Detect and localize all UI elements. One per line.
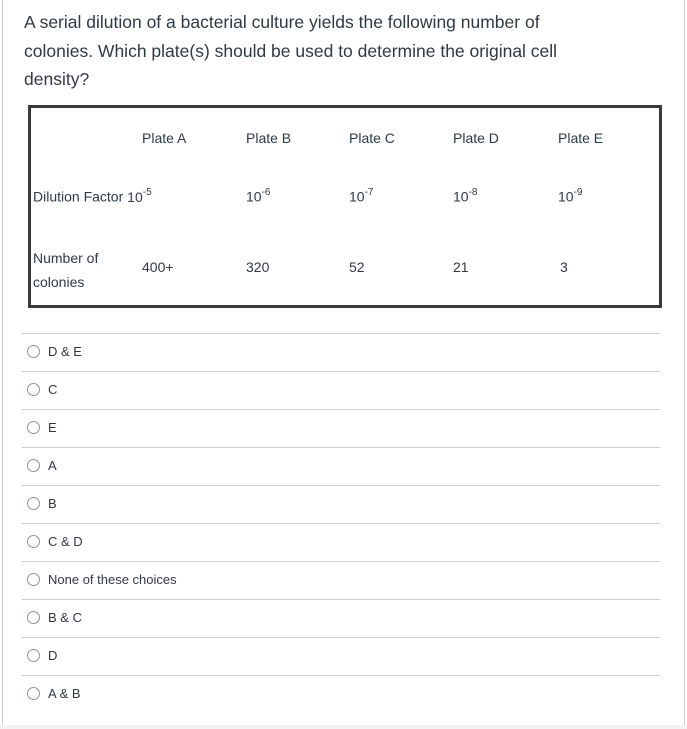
- radio-button[interactable]: [27, 535, 40, 548]
- colonies-plate-e: 3: [560, 259, 568, 275]
- colonies-label-line-2: colonies: [33, 274, 85, 290]
- radio-button[interactable]: [27, 421, 40, 434]
- bottom-divider: [0, 725, 687, 729]
- answer-option-label[interactable]: D: [48, 648, 58, 663]
- radio-button[interactable]: [27, 383, 40, 396]
- header-plate-e: Plate E: [558, 130, 604, 146]
- question-line-2: colonies. Which plate(s) should be used to determine the original cell: [24, 40, 558, 61]
- radio-button[interactable]: [27, 611, 40, 624]
- question-line-1: A serial dilution of a bacterial culture yields the following number of: [24, 12, 540, 32]
- dilution-exponent-b: -6: [261, 187, 271, 198]
- dilution-plate-b: [246, 188, 270, 205]
- question-text: [24, 8, 644, 94]
- answer-option-label[interactable]: C: [48, 382, 58, 397]
- answer-option[interactable]: [22, 448, 660, 486]
- dilution-plate-e: [558, 188, 582, 205]
- question-line-3: density?: [24, 69, 90, 89]
- dilution-exponent-d: -8: [468, 187, 478, 198]
- answer-option[interactable]: [22, 676, 660, 713]
- radio-button[interactable]: [27, 573, 40, 586]
- colonies-plate-a: 400+: [142, 259, 174, 275]
- dilution-base: 10: [349, 188, 365, 205]
- dilution-base: 10: [127, 188, 143, 205]
- answer-option-label[interactable]: None of these choices: [48, 572, 177, 587]
- answer-option[interactable]: [22, 524, 660, 562]
- radio-button[interactable]: [27, 687, 40, 700]
- colonies-label: [33, 246, 98, 294]
- colonies-plate-b: 320: [246, 259, 270, 275]
- dilution-exponent-c: -7: [364, 187, 374, 198]
- dilution-base: 10: [558, 188, 574, 205]
- header-plate-c: Plate C: [349, 130, 395, 146]
- header-plate-d: Plate D: [453, 130, 499, 146]
- answer-option-label[interactable]: A: [48, 458, 57, 473]
- answer-option-label[interactable]: C & D: [48, 534, 83, 549]
- colonies-label-line-1: Number of: [33, 250, 99, 266]
- answer-option[interactable]: [22, 638, 660, 676]
- radio-button[interactable]: [27, 345, 40, 358]
- answer-option-label[interactable]: E: [48, 420, 57, 435]
- answer-option[interactable]: [22, 372, 660, 410]
- dilution-factor-label: [33, 188, 152, 205]
- dilution-exponent-a: -5: [142, 187, 152, 198]
- answer-option[interactable]: [22, 562, 660, 600]
- dilution-plate-d: [453, 188, 477, 205]
- dilution-plate-c: [349, 188, 373, 205]
- plate-table: [28, 105, 662, 308]
- answer-option[interactable]: [22, 410, 660, 448]
- colonies-plate-c: 52: [349, 259, 365, 275]
- answer-option-label[interactable]: B: [48, 496, 57, 511]
- colonies-plate-d: 21: [453, 259, 469, 275]
- dilution-plate-a: [127, 189, 151, 205]
- header-plate-a: Plate A: [142, 130, 187, 146]
- dilution-base: 10: [246, 188, 262, 205]
- dilution-exponent-e: -9: [573, 187, 583, 198]
- answer-option[interactable]: [22, 486, 660, 524]
- answer-options: [22, 333, 660, 713]
- radio-button[interactable]: [27, 459, 40, 472]
- radio-button[interactable]: [27, 497, 40, 510]
- answer-option[interactable]: [22, 600, 660, 638]
- answer-option-label[interactable]: A & B: [48, 686, 81, 701]
- header-plate-b: Plate B: [246, 130, 292, 146]
- radio-button[interactable]: [27, 649, 40, 662]
- answer-option-label[interactable]: D & E: [48, 344, 82, 359]
- dilution-factor-text: Dilution Factor: [33, 188, 124, 205]
- dilution-base: 10: [453, 188, 469, 205]
- answer-option-label[interactable]: B & C: [48, 610, 82, 625]
- answer-option[interactable]: [22, 334, 660, 372]
